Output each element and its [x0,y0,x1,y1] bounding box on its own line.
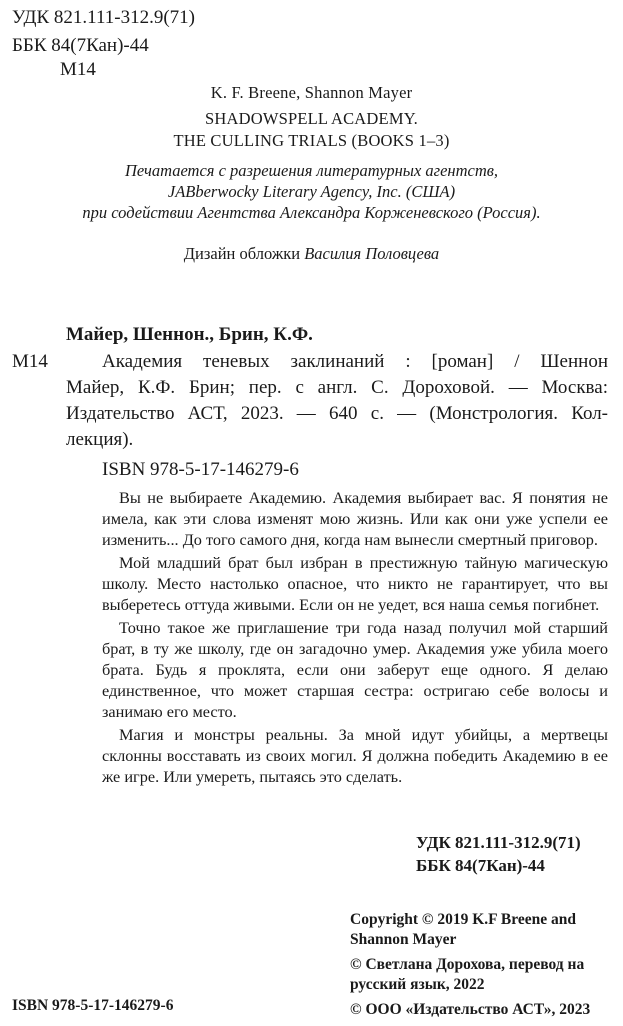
annotation-paragraph-3: Точно такое же приглашение три года назад получил мой старший брат, в ту же школу, где он загадочно умер. Академия уже убила моего брата. Будь я проклята, если они заберут еще одного. Я делаю единственное, что может старшая сестра: остригаю себе волосы и занимаю его место. [102,618,608,721]
bib-author-mark: М14 [12,351,48,372]
bib-line-1: Академия теневых заклинаний : [роман] / Шеннон [102,351,608,372]
annotation-paragraph-4: Магия и монстры реальны. За мной идут убийцы, а мертвецы склонны восставать из своих могил. Я должна победить Академию в ее же игре. Или умереть, пытаясь это сделать. [102,725,608,786]
isbn-bottom: ISBN 978-5-17-146279-6 [12,997,174,1014]
bib-heading: Майер, Шеннон., Брин, К.Ф. [66,324,313,345]
bbk-code-bottom: ББК 84(7Кан)-44 [416,856,545,875]
annotation-paragraph-1: Вы не выбираете Академию. Академия выбирает вас. Я понятия не имела, как эти слова изменят мою жизнь. Или как они уже успели ее изменить... До того самого дня, когда нам вынесли смертный приговор. [102,488,608,549]
copyright-line1: Copyright © 2019 K.F Breene and Shannon Mayer [350,911,576,948]
cover-design-label: Дизайн обложки [183,244,305,263]
annotation [102,487,608,789]
copyright-line2: © Светлана Дорохова, перевод на русский язык, 2022 [350,956,585,993]
permission-line3: при содействии Агентства Александра Корженевского (Россия). [82,203,541,222]
copyright-block [350,910,616,1026]
bib-line-2: Майер, К.Ф. Брин; пер. с англ. С. Дороховой. — Москва: [66,377,608,398]
copyright-line3: © ООО «Издательство АСТ», 2023 [350,1001,591,1018]
annotation-paragraph-2: Мой младший брат был избран в престижную тайную магическую школу. Место настолько опасное, что никто не гарантирует, что вы выберетесь оттуда живыми. Если он не уедет, вся наша семья погибнет. [102,553,608,614]
bib-line-4: лекция). [66,429,134,450]
udk-code-top: УДК 821.111-312.9(71) [12,7,195,28]
permission-line2: JABberwocky Literary Agency, Inc. (США) [167,182,456,201]
original-title-line1: SHADOWSPELL ACADEMY. [204,109,419,128]
bib-line-3: Издательство АСТ, 2023. — 640 с. — (Монстрология. Кол- [66,403,608,424]
original-title-line2: THE CULLING TRIALS (BOOKS 1–3) [173,131,450,150]
bbk-code-top: ББК 84(7Кан)-44 [12,35,149,56]
cover-designer-name: Василия Половцева [304,244,440,263]
cover-design-credit [0,243,623,265]
bib-isbn: ISBN 978-5-17-146279-6 [102,459,299,480]
udk-code-bottom: УДК 821.111-312.9(71) [416,833,581,852]
permission-line1: Печатается с разрешения литературных агентств, [124,161,499,180]
original-authors: K. F. Breene, Shannon Mayer [210,83,413,102]
author-mark-top: М14 [60,59,96,80]
